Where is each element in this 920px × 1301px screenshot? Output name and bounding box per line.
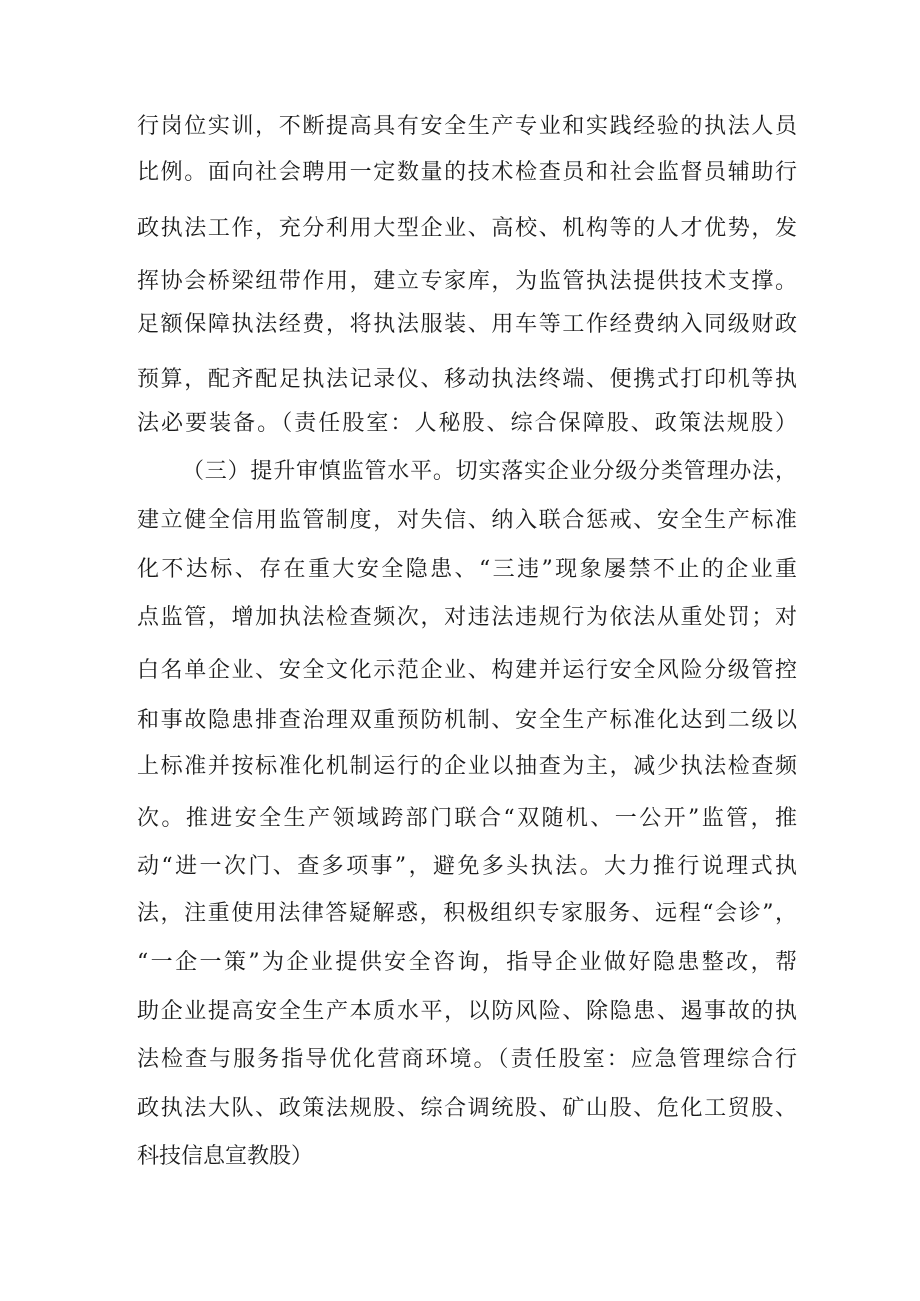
paragraph-1-line-7: 法必要装备。（责任股室：人秘股、综合保障股、政策法规股） — [137, 411, 797, 436]
paragraph-1-line-4: 挥协会桥梁纽带作用，建立专家库，为监管执法提供技术支撑。 — [137, 269, 797, 294]
paragraph-2-line-2: 建立健全信用监管制度，对失信、纳入联合惩戒、安全生产标准 — [137, 508, 797, 533]
paragraph-2-line-13: 法检查与服务指导优化营商环境。（责任股室：应急管理综合行 — [137, 1047, 797, 1072]
paragraph-2-line-12: 助企业提高安全生产本质水平，以防风险、除隐患、遏事故的执 — [137, 999, 797, 1024]
paragraph-2-line-15: 科技信息宣教股） — [137, 1144, 314, 1169]
paragraph-2-line-6: 和事故隐患排查治理双重预防机制、安全生产标准化达到二级以 — [137, 708, 797, 733]
paragraph-1-line-5: 足额保障执法经费，将执法服装、用车等工作经费纳入同级财政 — [137, 312, 797, 337]
paragraph-2-line-8: 次。推进安全生产领域跨部门联合“双随机、一公开”监管，推 — [137, 806, 797, 831]
paragraph-2-line-14: 政执法大队、政策法规股、综合调统股、矿山股、危化工贸股、 — [137, 1096, 797, 1121]
paragraph-2-line-4: 点监管，增加执法检查频次，对违法违规行为依法从重处罚；对 — [137, 605, 797, 630]
paragraph-2-line-3: 化不达标、存在重大安全隐患、“三违”现象屡禁不止的企业重 — [137, 557, 797, 582]
paragraph-2-line-9: 动“进一次门、查多项事”，避免多头执法。大力推行说理式执 — [137, 854, 797, 879]
paragraph-2-line-11: “一企一策”为企业提供安全咨询，指导企业做好隐患整改，帮 — [137, 950, 797, 975]
paragraph-2-line-7: 上标准并按标准化机制运行的企业以抽查为主，减少执法检查频 — [137, 754, 797, 779]
paragraph-2-line-10: 法，注重使用法律答疑解惑，积极组织专家服务、远程“会诊”， — [137, 901, 797, 926]
paragraph-1-line-6: 预算，配齐配足执法记录仪、移动执法终端、便携式打印机等执 — [137, 367, 797, 392]
paragraph-2-heading-line: （三）提升审慎监管水平。切实落实企业分级分类管理办法， — [182, 459, 797, 484]
paragraph-2-line-5: 白名单企业、安全文化示范企业、构建并运行安全风险分级管控 — [137, 658, 797, 683]
paragraph-1-line-2: 比例。面向社会聘用一定数量的技术检查员和社会监督员辅助行 — [137, 160, 797, 185]
paragraph-1-line-3: 政执法工作，充分利用大型企业、高校、机构等的人才优势，发 — [137, 216, 797, 241]
paragraph-1-line-1: 行岗位实训，不断提高具有安全生产专业和实践经验的执法人员 — [137, 114, 797, 139]
